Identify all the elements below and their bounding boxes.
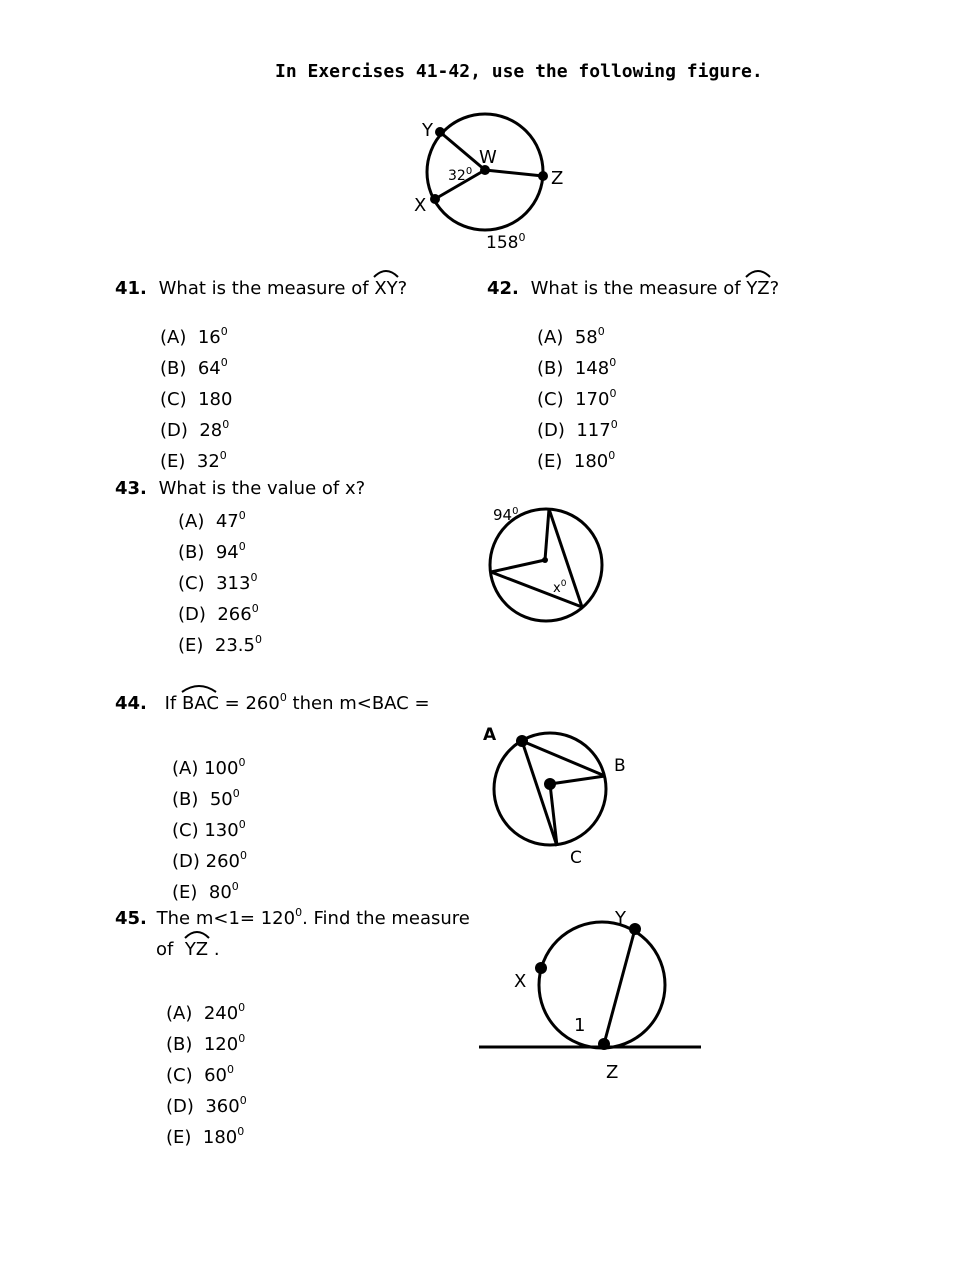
question-text: What is the measure of YZ? (531, 278, 780, 299)
label-1: 1 (574, 1015, 586, 1036)
question-number: 42. (487, 278, 519, 299)
radius-top (545, 509, 549, 560)
question-45-line2: of YZ . (156, 939, 220, 960)
label-y: Y (615, 908, 626, 929)
label-x: X (514, 971, 527, 992)
option-a[interactable]: (A) $47^0$ (178, 509, 246, 532)
question-43 (115, 478, 365, 499)
center-point (544, 778, 556, 790)
exercise-header: In Exercises 41-42, use the following figure. (275, 61, 763, 82)
question-text: If BAC = $260^0$ then m<BAC = (165, 693, 430, 714)
radius-ob (550, 776, 605, 784)
option-d[interactable]: (D) $28^0$ (160, 418, 230, 441)
option-b[interactable]: (B) $50^0$ (172, 787, 240, 810)
option-a[interactable]: (A) $100^0$ (172, 756, 246, 779)
options-43 (178, 506, 262, 661)
question-44 (115, 693, 430, 714)
point-y (629, 923, 641, 935)
point-z (538, 171, 548, 181)
options-42 (537, 322, 618, 477)
option-e[interactable]: (E) $80^0$ (172, 880, 239, 903)
option-c[interactable]: (C) $130^0$ (172, 818, 246, 841)
label-y: Y (422, 120, 433, 141)
option-e[interactable]: (E) $180^0$ (166, 1125, 245, 1148)
question-41 (115, 278, 407, 299)
question-number: 43. (115, 478, 147, 499)
question-text: The $m<1= 120^0$. Find the measure (156, 906, 470, 929)
option-d[interactable]: (D) $117^0$ (537, 418, 618, 441)
option-b[interactable]: (B) $64^0$ (160, 356, 228, 379)
center-point (542, 557, 548, 563)
label-a: A (483, 725, 497, 745)
option-b[interactable]: (B) $148^0$ (537, 356, 617, 379)
point-x (535, 962, 547, 974)
option-a[interactable]: (A) $240^0$ (166, 1001, 246, 1024)
option-e[interactable]: (E) $32^0$ (160, 449, 227, 472)
question-number: 41. (115, 278, 147, 299)
point-a (516, 735, 528, 747)
option-c[interactable]: (C) $60^0$ (166, 1063, 234, 1086)
option-c[interactable]: (C) $170^0$ (537, 387, 617, 410)
point-x (430, 194, 440, 204)
label-c: C (570, 848, 582, 868)
label-x: X (414, 195, 427, 216)
x-label: $x^0$ (553, 579, 567, 596)
label-z: Z (606, 1062, 619, 1083)
question-45 (115, 908, 470, 929)
option-c[interactable]: (C) 180 (160, 389, 233, 410)
option-c[interactable]: (C) $313^0$ (178, 571, 258, 594)
question-number: 44. (115, 693, 147, 714)
point-y (435, 127, 445, 137)
arc-label: $94^0$ (493, 506, 519, 524)
circle (539, 922, 665, 1048)
question-number: 45. (115, 908, 147, 929)
label-z: Z (551, 168, 564, 189)
options-44 (172, 753, 247, 908)
label-w: W (479, 147, 497, 168)
radius-left (491, 560, 545, 572)
option-b[interactable]: (B) $94^0$ (178, 540, 246, 563)
label-b: B (614, 756, 626, 776)
point-z (598, 1038, 610, 1050)
option-b[interactable]: (B) $120^0$ (166, 1032, 246, 1055)
option-e[interactable]: (E) 23.5$^0$ (178, 633, 262, 656)
radius-wz (485, 170, 543, 176)
figure-q45 (475, 900, 710, 1090)
question-42 (487, 278, 779, 299)
option-e[interactable]: (E) $180^0$ (537, 449, 616, 472)
arc-label: $158^0$ (486, 231, 526, 253)
option-a[interactable]: (A) $58^0$ (537, 325, 605, 348)
figure-q43 (485, 500, 615, 630)
options-45 (166, 998, 247, 1153)
option-d[interactable]: (D) $360^0$ (166, 1094, 247, 1117)
option-a[interactable]: (A) $16^0$ (160, 325, 228, 348)
option-d[interactable]: (D) $260^0$ (172, 849, 247, 872)
question-text: What is the value of x? (158, 478, 366, 499)
figure-circle-wxyz (400, 100, 580, 260)
circle (490, 509, 602, 621)
question-text: What is the measure of XY? (159, 278, 408, 299)
option-d[interactable]: (D) $266^0$ (178, 602, 259, 625)
options-41 (160, 322, 232, 477)
figure-q44 (475, 720, 645, 870)
chord-yz (604, 929, 635, 1044)
angle-label: $32^0$ (448, 166, 473, 184)
segment-ab (522, 741, 605, 776)
